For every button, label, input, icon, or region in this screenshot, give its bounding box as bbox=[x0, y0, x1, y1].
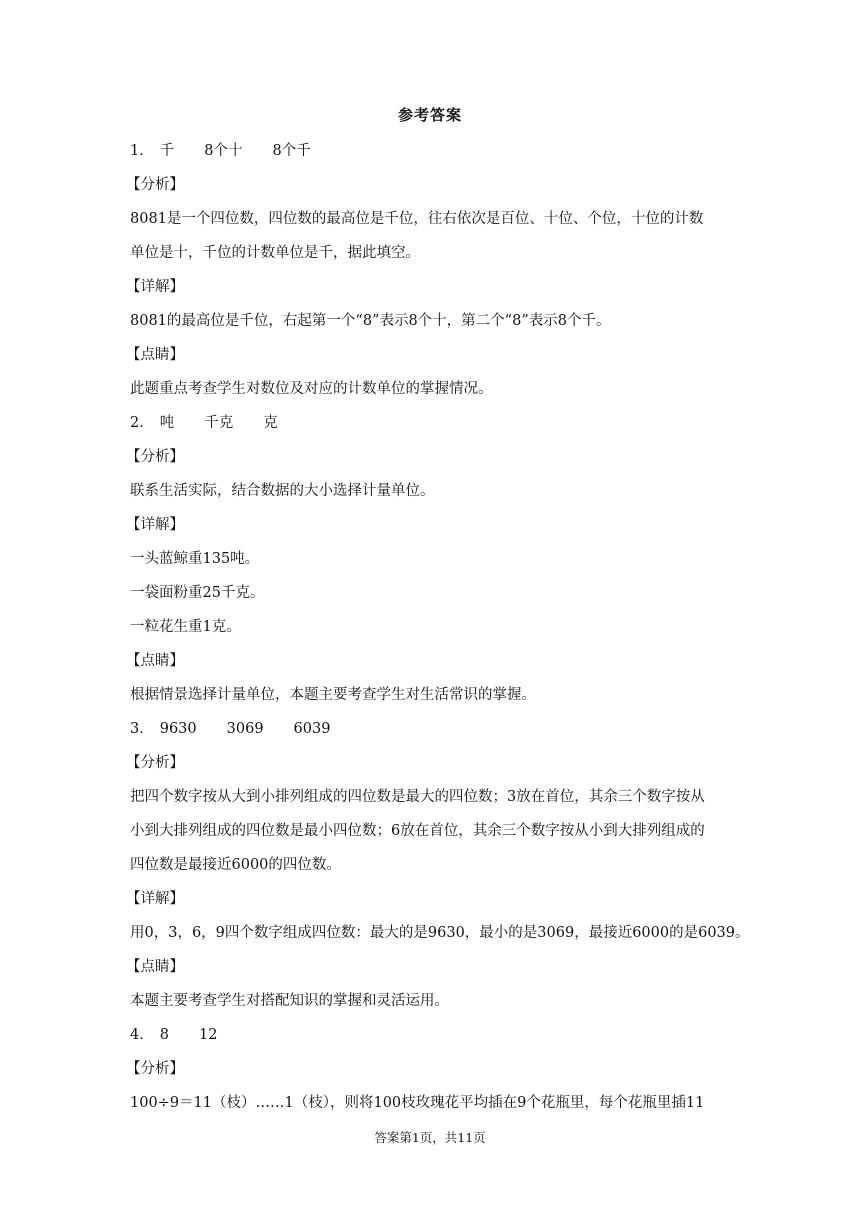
section-heading: 【分析】 bbox=[126, 177, 184, 193]
section-text-line: 四位数是最接近6000的四位数。 bbox=[130, 857, 341, 873]
section-text-line: 一粒花生重1克。 bbox=[130, 619, 241, 635]
question-number: 2． bbox=[130, 415, 154, 431]
section-text-line: 根据情景选择计量单位，本题主要考查学生对生活常识的掌握。 bbox=[130, 687, 536, 703]
section-text-line: 8081的最高位是千位，右起第一个“8”表示8个十，第二个“8”表示8个千。 bbox=[130, 313, 611, 329]
answer-value: 3069 bbox=[226, 721, 264, 737]
section-text-line: 联系生活实际，结合数据的大小选择计量单位。 bbox=[130, 483, 435, 499]
section-heading: 【详解】 bbox=[126, 891, 184, 907]
section-heading: 【详解】 bbox=[126, 279, 184, 295]
question-number: 4． bbox=[130, 1027, 154, 1043]
answer-value: 千克 bbox=[204, 415, 234, 431]
section-text-line: 用0，3，6，9四个数字组成四位数：最大的是9630，最小的是3069，最接近6000的是6039。 bbox=[130, 925, 750, 941]
answer-value: 6039 bbox=[293, 721, 331, 737]
section-text-line: 把四个数字按从大到小排列组成的四位数是最大的四位数；3放在首位，其余三个数字按从 bbox=[130, 789, 705, 805]
answer-content bbox=[126, 134, 750, 1120]
section-text-line: 100÷9＝11（枝）……1（枝），则将100枝玫瑰花平均插在9个花瓶里，每个花瓶里插11 bbox=[130, 1095, 705, 1111]
answer-value: 克 bbox=[263, 415, 278, 431]
section-text-line: 小到大排列组成的四位数是最小四位数；6放在首位，其余三个数字按从小到大排列组成的 bbox=[130, 823, 705, 839]
section-heading: 【点睛】 bbox=[126, 959, 184, 975]
section-heading: 【详解】 bbox=[126, 517, 184, 533]
answer-value: 8 bbox=[159, 1027, 169, 1043]
section-text-line: 一袋面粉重25千克。 bbox=[130, 585, 265, 601]
section-text-line: 单位是十，千位的计数单位是千，据此填空。 bbox=[130, 245, 420, 261]
section-heading: 【点睛】 bbox=[126, 653, 184, 669]
question-number: 3． bbox=[130, 721, 154, 737]
question-answer-row bbox=[130, 134, 730, 168]
question-answer-row bbox=[130, 406, 730, 440]
section-heading: 【分析】 bbox=[126, 1061, 184, 1077]
answer-value: 千 bbox=[159, 143, 175, 159]
question-number: 1． bbox=[130, 143, 154, 159]
section-text-line: 8081是一个四位数，四位数的最高位是千位，往右依次是百位、十位、个位，十位的计数 bbox=[130, 211, 704, 227]
answer-value: 8个十 bbox=[204, 143, 243, 159]
question-answer-row bbox=[130, 1018, 730, 1052]
answer-value: 12 bbox=[198, 1027, 218, 1043]
question-answer-row bbox=[130, 712, 730, 746]
section-text-line: 一头蓝鲸重135吨。 bbox=[130, 551, 260, 567]
section-heading: 【点睛】 bbox=[126, 347, 184, 363]
section-heading: 【分析】 bbox=[126, 449, 184, 465]
answer-value: 吨 bbox=[159, 415, 175, 431]
section-text-line: 此题重点考查学生对数位及对应的计数单位的掌握情况。 bbox=[130, 381, 493, 397]
section-text-line: 本题主要考查学生对搭配知识的掌握和灵活运用。 bbox=[130, 993, 449, 1009]
page-footer: 答案第1页，共11页 bbox=[374, 1130, 486, 1145]
answer-value: 8个千 bbox=[272, 143, 311, 159]
section-heading: 【分析】 bbox=[126, 755, 184, 771]
answer-value: 9630 bbox=[159, 721, 197, 737]
page-title: 参考答案 bbox=[397, 106, 462, 124]
